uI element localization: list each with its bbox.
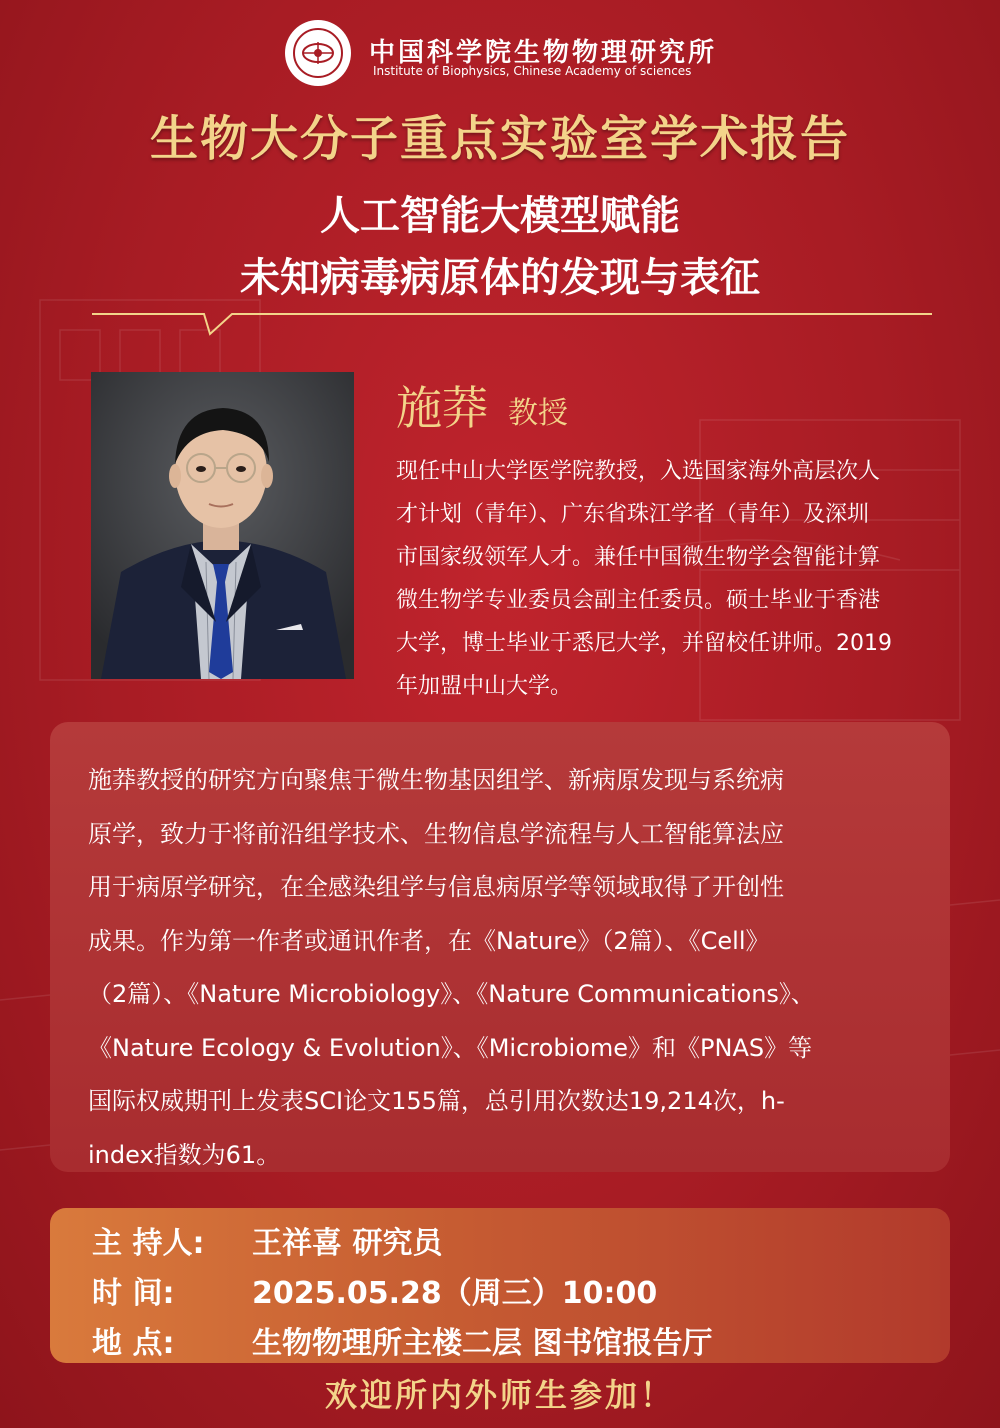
bio-line: 微生物学专业委员会副主任委员。硕士毕业于香港 [396, 588, 881, 613]
bio-line: 市国家级领军人才。兼任中国微生物学会智能计算 [396, 545, 881, 570]
institute-name-en: Institute of Biophysics, Chinese Academy of sciences [373, 64, 692, 78]
institute-logo [283, 18, 723, 88]
research-line: index指数为61。 [88, 1140, 281, 1169]
institute-name-cn: 中国科学院生物物理研究所 [369, 38, 718, 68]
host-value: 王祥喜 研究员 [252, 1226, 443, 1261]
talk-title-line-1: 人工智能大模型赋能 [320, 193, 680, 239]
institute-seal-icon [283, 18, 353, 88]
speaker-photo [91, 372, 354, 679]
place-label: 地 点: [92, 1326, 175, 1361]
talk-title-line-2: 未知病毒病原体的发现与表征 [240, 255, 760, 301]
host-label: 主 持人: [92, 1226, 205, 1261]
speaker-bio [396, 450, 936, 708]
bio-line: 大学，博士毕业于悉尼大学，并留校任讲师。2019 [396, 631, 892, 656]
place-value: 生物物理所主楼二层 图书馆报告厅 [252, 1326, 713, 1361]
research-line: 原学，致力于将前沿组学技术、生物信息学流程与人工智能算法应 [88, 819, 784, 848]
research-line: 施莽教授的研究方向聚焦于微生物基因组学、新病原发现与系统病 [88, 766, 784, 794]
research-line: 国际权威期刊上发表SCI论文155篇，总引用次数达19,214次，h- [88, 1087, 785, 1115]
speaker-name: 施莽 [396, 381, 488, 435]
research-line: 用于病原学研究，在全感染组学与信息病原学等领域取得了开创性 [88, 873, 784, 901]
time-value: 2025.05.28（周三）10:00 [252, 1276, 658, 1311]
research-line: 《Nature Ecology & Evolution》、《Microbiome》和《PNAS》等 [88, 1033, 813, 1062]
speaker-portrait-illustration [91, 372, 354, 679]
speaker-title: 教授 [508, 396, 568, 431]
research-line: （2篇）、《Nature Microbiology》、《Nature Communications》、 [88, 980, 815, 1008]
research-description [88, 754, 918, 1182]
welcome-message: 欢迎所内外师生参加！ [324, 1376, 675, 1414]
research-line: 成果。作为第一作者或通讯作者，在《Nature》（2篇）、《Cell》 [88, 926, 770, 955]
bio-line: 现任中山大学医学院教授，入选国家海外高层次人 [396, 459, 881, 484]
event-series-title: 生物大分子重点实验室学术报告 [149, 111, 850, 167]
bio-line: 年加盟中山大学。 [396, 674, 573, 699]
time-label: 时 间: [92, 1276, 175, 1311]
title-divider [92, 298, 932, 338]
bio-line: 才计划（青年）、广东省珠江学者（青年）及深圳 [396, 502, 870, 527]
